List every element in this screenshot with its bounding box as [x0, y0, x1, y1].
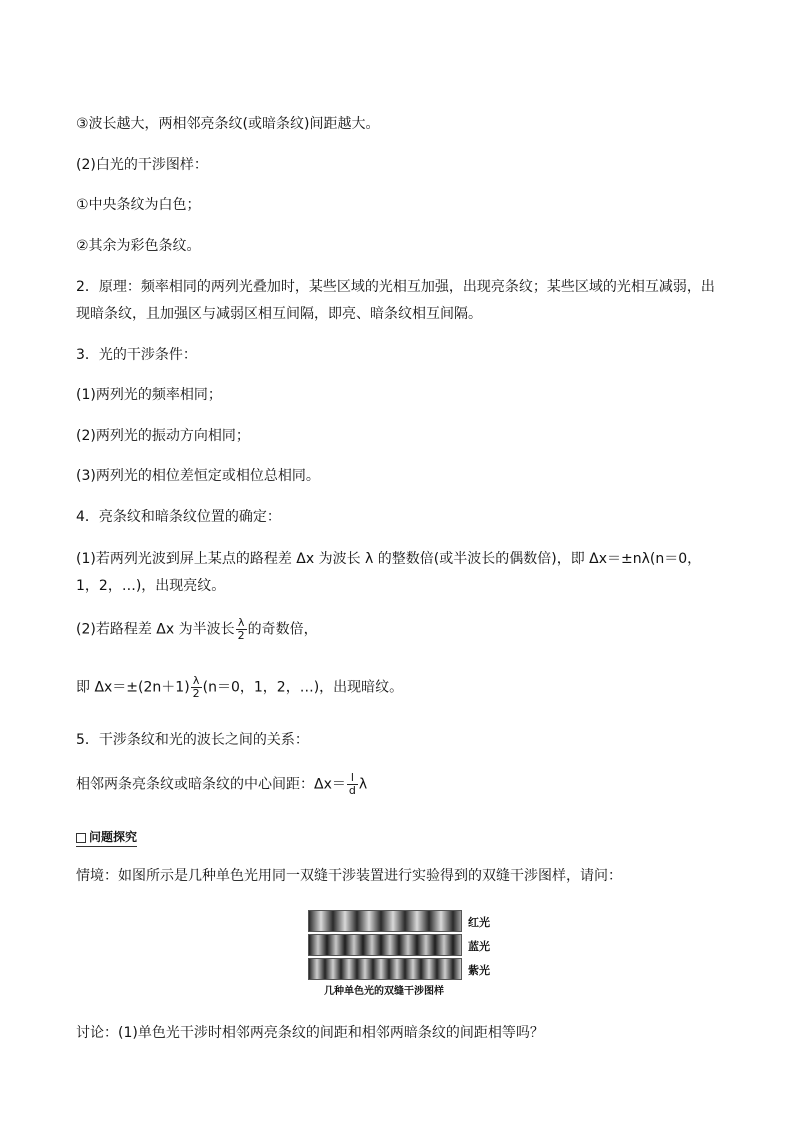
- text-line-17-end: λ: [358, 776, 368, 793]
- text-line-15-start: 即 Δx＝±(2n＋1): [76, 679, 190, 696]
- text-line-11: 4．亮条纹和暗条纹位置的确定：: [76, 509, 281, 525]
- text-line-8: (1)两列光的频率相同；: [76, 387, 222, 403]
- text-line-5: 2．原理：频率相同的两列光叠加时，某些区域的光相互加强，出现亮条纹；某些区域的光相互减弱，出: [76, 279, 715, 295]
- text-line-16: 5．干涉条纹和光的波长之间的关系：: [76, 732, 309, 748]
- violet-light-label: 紫光: [468, 964, 490, 977]
- text-line-9: (2)两列光的振动方向相同；: [76, 428, 250, 444]
- text-line-12: (1)若两列光波到屏上某点的路程差 Δx 为波长 λ 的整数倍(或半波长的偶数倍)，即 Δx＝±nλ(n＝0，: [76, 551, 702, 567]
- text-line-15-end: (n＝0，1，2，…)，出现暗纹。: [202, 679, 404, 696]
- text-line-18: 情境：如图所示是几种单色光用同一双缝干涉装置进行实验得到的双缝干涉图样，请问：: [76, 868, 622, 884]
- text-line-2: (2)白光的干涉图样：: [76, 157, 208, 173]
- text-line-14-start: (2)若路程差 Δx 为半波长: [76, 621, 235, 638]
- section-title: 问题探究: [89, 830, 138, 844]
- text-line-7: 3．光的干涉条件：: [76, 347, 197, 363]
- violet-light-pattern: [308, 958, 462, 980]
- text-line-3: ①中央条纹为白色；: [76, 197, 201, 213]
- red-light-pattern: [308, 910, 462, 932]
- fraction-numerator: l: [347, 772, 358, 785]
- fringe-spacing-fraction: [347, 772, 358, 797]
- blue-light-pattern: [308, 934, 462, 956]
- red-light-label: 红光: [468, 916, 490, 929]
- text-line-10: (3)两列光的相位差恒定或相位总相同。: [76, 468, 320, 484]
- text-line-4: ②其余为彩色条纹。: [76, 238, 201, 254]
- fraction-denominator: 2: [192, 687, 200, 700]
- figure-caption: 几种单色光的双缝干涉图样: [324, 986, 444, 997]
- fraction-denominator: d: [348, 784, 356, 797]
- text-line-6: 现暗条纹，且加强区与减弱区相互间隔，即亮、暗条纹相互间隔。: [76, 306, 482, 322]
- fraction-numerator: λ: [236, 617, 247, 630]
- text-line-15: [76, 675, 403, 700]
- text-line-17: [76, 772, 367, 797]
- text-line-14: [76, 617, 318, 642]
- fraction-denominator: 2: [237, 629, 245, 642]
- section-icon: [76, 833, 86, 843]
- blue-light-label: 蓝光: [468, 940, 490, 953]
- text-line-1: ③波长越大，两相邻亮条纹(或暗条纹)间距越大。: [76, 116, 380, 132]
- text-line-17-start: 相邻两条亮条纹或暗条纹的中心间距：Δx＝: [76, 776, 346, 793]
- section-heading: [76, 828, 137, 847]
- text-line-19: 讨论：(1)单色光干涉时相邻两亮条纹的间距和相邻两暗条纹的间距相等吗？: [76, 1025, 544, 1041]
- text-line-14-end: 的奇数倍，: [247, 621, 318, 638]
- fraction-numerator: λ: [191, 675, 202, 688]
- text-line-13: 1，2，…)，出现亮纹。: [76, 578, 226, 594]
- dark-fringe-fraction: [191, 675, 202, 700]
- half-wavelength-fraction: [236, 617, 247, 642]
